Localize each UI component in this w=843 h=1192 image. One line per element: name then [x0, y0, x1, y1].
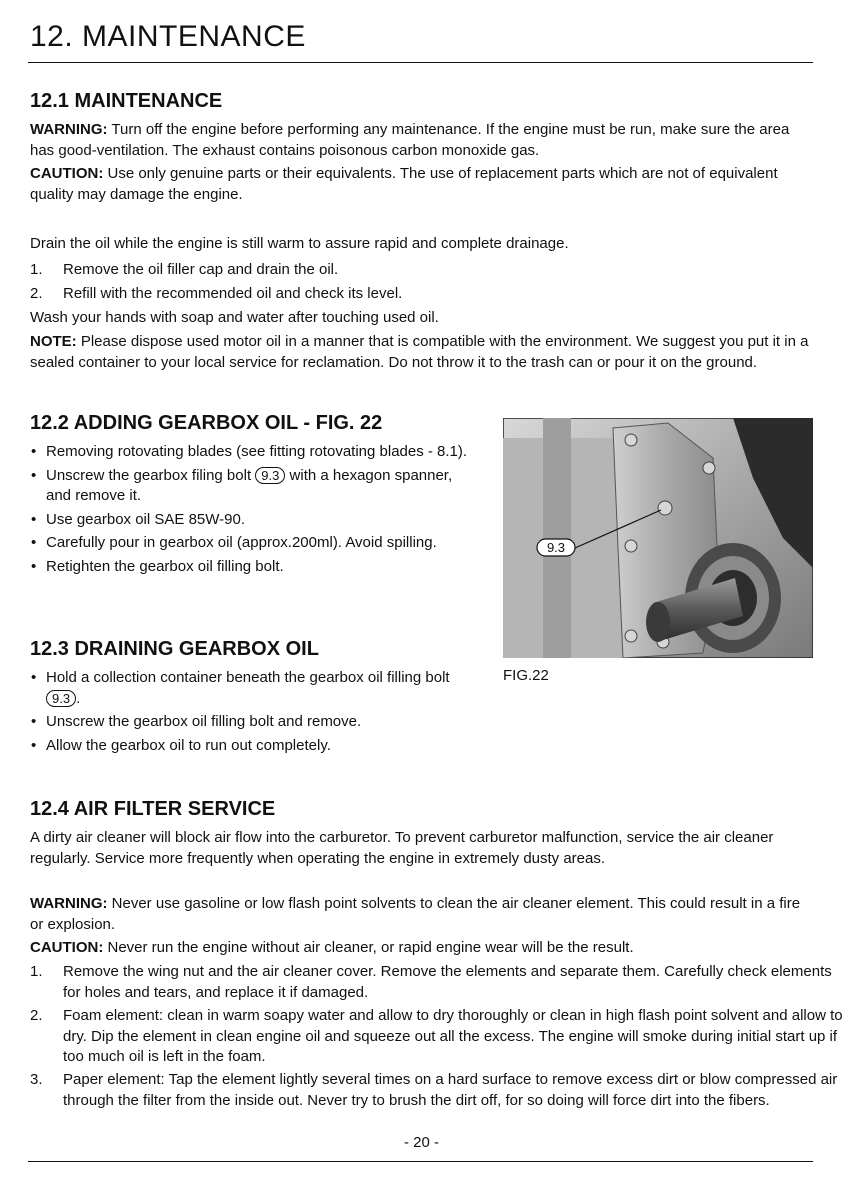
- step-number: 3.: [30, 1071, 43, 1088]
- air-filter-step-1: [30, 962, 843, 1003]
- step-number: 1.: [30, 261, 43, 278]
- air-filter-warning: [30, 894, 815, 935]
- air-filter-intro: A dirty air cleaner will block air flow into the carburetor. To prevent carburetor malfunction, service the air cleaner regularly. Service more frequently when operating the engine in extremely dusty areas.: [30, 829, 774, 867]
- drain-step-1: [30, 260, 338, 281]
- caution-text: Use only genuine parts or their equivalents. The use of replacement parts which are not of equivalent quality may damage the engine.: [30, 165, 778, 203]
- section-heading-12-2: 12.2 ADDING GEARBOX OIL - FIG. 22: [30, 412, 383, 434]
- list-item: [30, 466, 470, 507]
- list-item-text: .: [76, 689, 81, 707]
- top-divider: [28, 62, 813, 63]
- caution-text: Never run the engine without air cleaner, or rapid engine wear will be the result.: [103, 939, 634, 956]
- gearbox-illustration: [503, 418, 813, 658]
- list-item: • Allow the gearbox oil to run out completely.: [30, 736, 470, 757]
- list-item: • Removing rotovating blades (see fitting rotovating blades - 8.1).: [30, 442, 470, 463]
- list-item: • Retighten the gearbox oil filling bolt.: [30, 557, 470, 578]
- figure-callout-label: 9.3: [546, 540, 566, 555]
- wash-hands-text: Wash your hands with soap and water after touching used oil.: [30, 309, 439, 326]
- step-number: 1.: [30, 963, 43, 980]
- step-number: 2.: [30, 285, 43, 302]
- warning-label: WARNING:: [30, 895, 108, 912]
- drain-step-2: [30, 284, 402, 305]
- section-heading-12-1: 12.1 MAINTENANCE: [30, 90, 223, 112]
- caution-label: CAUTION:: [30, 939, 104, 956]
- caution-label: CAUTION:: [30, 165, 104, 182]
- step-text: Paper element: Tap the element lightly several times on a hard surface to remove excess dirt or blow compressed air through the filter from the inside out. Never try to brush the dirt off, for so doing will force dirt into the fibers.: [63, 1071, 838, 1109]
- air-filter-step-3: [30, 1070, 843, 1111]
- warning-text: Never use gasoline or low flash point solvents to clean the air cleaner element. This could result in a fire or explosion.: [30, 895, 801, 933]
- list-item: • Use gearbox oil SAE 85W-90.: [30, 510, 470, 531]
- part-reference-badge: 9.3: [46, 690, 76, 707]
- step-text: Refill with the recommended oil and check its level.: [63, 285, 403, 302]
- caution-paragraph: [30, 164, 815, 205]
- list-item-text: Unscrew the gearbox filing bolt: [46, 466, 256, 484]
- list-item: • Carefully pour in gearbox oil (approx.200ml). Avoid spilling.: [30, 533, 470, 554]
- gearbox-photo: [503, 418, 813, 658]
- section-heading-12-4: 12.4 AIR FILTER SERVICE: [30, 798, 276, 820]
- step-text: Foam element: clean in warm soapy water and allow to dry thoroughly or clean in high flash point solvent and allow to dry. Dip the element in clean engine oil and squeeze out all the excess. The engine will smoke during initial start up if too much oil is left in the foam.: [63, 1007, 843, 1065]
- air-filter-step-2: [30, 1006, 843, 1068]
- step-number: 2.: [30, 1007, 43, 1024]
- warning-text: Turn off the engine before performing any maintenance. If the engine must be run, make sure the area has good-ventilation. The exhaust contains poisonous carbon monoxide gas.: [30, 121, 790, 159]
- warning-paragraph: [30, 120, 815, 161]
- note-label: NOTE:: [30, 333, 77, 350]
- list-item: • Unscrew the gearbox oil filling bolt and remove.: [30, 712, 470, 733]
- note-text: Please dispose used motor oil in a manner that is compatible with the environment. We suggest you put it in a sealed container to your local service for reclamation. Do not throw it to the trash can or pour it on the ground.: [30, 333, 809, 371]
- adding-oil-list: [30, 442, 470, 577]
- part-reference-badge: 9.3: [255, 467, 285, 484]
- air-filter-caution: [30, 938, 815, 959]
- page-title: 12. MAINTENANCE: [30, 20, 306, 53]
- list-item-text: with a hexagon spanner, and remove it.: [46, 466, 453, 504]
- step-text: Remove the oil filler cap and drain the oil.: [63, 261, 339, 278]
- figure-caption: FIG.22: [503, 667, 549, 684]
- draining-oil-list: [30, 668, 470, 756]
- list-item-text: Hold a collection container beneath the gearbox oil filling bolt: [46, 669, 450, 686]
- drain-intro: Drain the oil while the engine is still warm to assure rapid and complete drainage.: [30, 235, 569, 252]
- bottom-divider: [28, 1161, 813, 1162]
- warning-label: WARNING:: [30, 121, 108, 138]
- step-text: Remove the wing nut and the air cleaner cover. Remove the elements and separate them. Carefully check elements for holes and tears, and replace it if damaged.: [63, 963, 832, 1001]
- page-number: - 20 -: [403, 1134, 439, 1151]
- section-heading-12-3: 12.3 DRAINING GEARBOX OIL: [30, 638, 319, 660]
- list-item: [30, 668, 470, 709]
- note-paragraph: [30, 332, 815, 373]
